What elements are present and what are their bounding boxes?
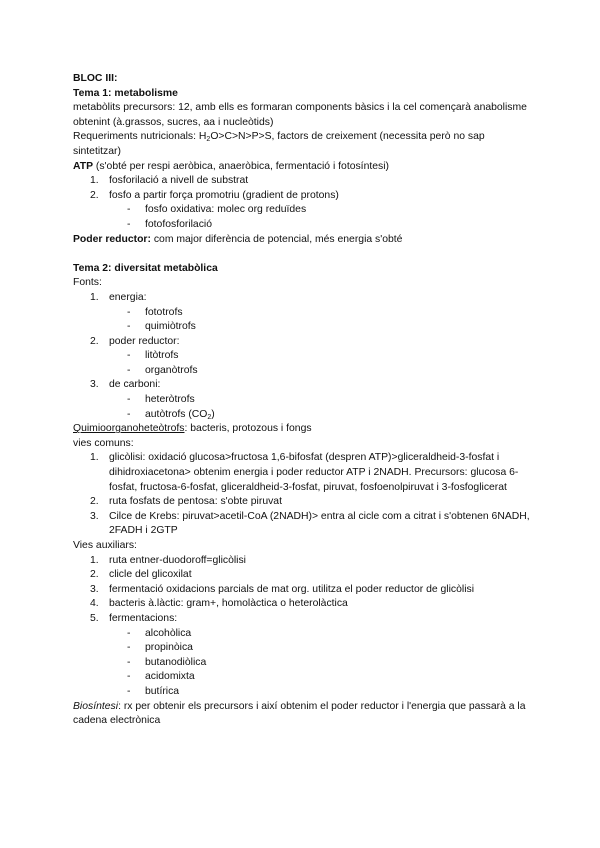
list-item: 2. fosfo a partir força promotriu (gradient de protons) [90, 189, 339, 201]
sub-item: - acidomixta [127, 671, 195, 683]
sub-item: - quimiòtrofs [127, 321, 196, 333]
sub-item: - fotofosforilació [127, 218, 212, 230]
list-item: 2. ruta fosfats de pentosa: s'obte piruvat [90, 496, 282, 508]
sub-item: - butanodiòlica [127, 656, 207, 668]
list-item: 1. ruta entner-duodoroff=glicòlisi [90, 554, 246, 566]
poder-reductor-line: Poder reductor: com major diferència de potencial, més energia s'obté [73, 233, 403, 245]
vies-auxiliars-label: Vies auxiliars: [73, 540, 137, 551]
spacer [73, 247, 533, 262]
quimio-line: Quimioorganoheteòtrofs: bacteris, protozous i fongs [73, 423, 312, 435]
atp-line: ATP (s'obté per respi aeròbica, anaeròbica, fermentació i fotosíntesi) [73, 160, 389, 172]
sub-item: - alcohòlica [127, 627, 192, 639]
biosintesi-paragraph: Biosíntesi: rx per obtenir els precursors i així obtenim el poder reductor i l'energia que passarà a la cadena electrònica [73, 700, 526, 727]
list-item: 1. glicòlisi: oxidació glucosa>fructosa 1,6-bifosfat (despren ATP)>gliceraldheid-3-fosfat i dihidroxiacetona> obtenim energia i poder reductor ATP i 2NADH. Precursors: glucosa 6-fosfat, fructosa-6-fosfat, gliceraldheid-3-fosfat, piruvat, fosfoenolpiruvat i 3-fosfoglicerat [90, 452, 519, 493]
sub-item: - litòtrofs [127, 350, 179, 362]
document-page [73, 72, 533, 729]
list-item: 3. Cilce de Krebs: piruvat>acetil-CoA (2NADH)> entra al cicle com a citrat i s'obtenen 6NADH, 2FADH i 2GTP [90, 510, 530, 537]
precursors-paragraph: metabòlits precursors: 12, amb ells es formaran components bàsics i la cel començarà anabolisme obtenint (à.grassos, sucres, aa i nucleòtids) [73, 102, 527, 128]
sub-item: - propinòica [127, 642, 193, 654]
list-item: 3. fermentació oxidacions parcials de mat org. utilitza el poder reductor de glicòlisi [90, 583, 475, 595]
sub-item: - fototrofs [127, 306, 183, 318]
list-item: 5. fermentacions: [90, 612, 178, 624]
requeriments-paragraph: Requeriments nutricionals: $H_2O>C>N>P>S$, factors de creixement (necessita però no sap sintetitzar) [73, 131, 485, 157]
sub-item: - butírica [127, 685, 180, 697]
fonts-label: Fonts: [73, 277, 102, 289]
tema1-title: Tema 1: metabolisme [73, 87, 178, 99]
vies-comuns-label: vies comuns: [73, 437, 134, 449]
list-item: 2. poder reductor: [90, 335, 180, 347]
list-item: 4. bacteris à.làctic: gram+, homolàctica o heterolàctica [90, 598, 348, 610]
bloc-heading: BLOC III: [73, 73, 118, 84]
list-item: 3. de carboni: [90, 379, 161, 391]
sub-item: - heteròtrofs [127, 394, 195, 406]
sub-item: - autòtrofs $(CO_2)$ [127, 408, 215, 421]
sub-item: - fosfo oxidativa: molec org reduïdes [127, 204, 307, 216]
list-item: 1. fosforilació a nivell de substrat [90, 175, 249, 187]
list-item: 2. clicle del glicoxilat [90, 569, 192, 581]
sub-item: - organòtrofs [127, 364, 198, 376]
list-item: 1. energia: [90, 291, 147, 303]
tema2-title: Tema 2: diversitat metabòlica [73, 262, 218, 274]
